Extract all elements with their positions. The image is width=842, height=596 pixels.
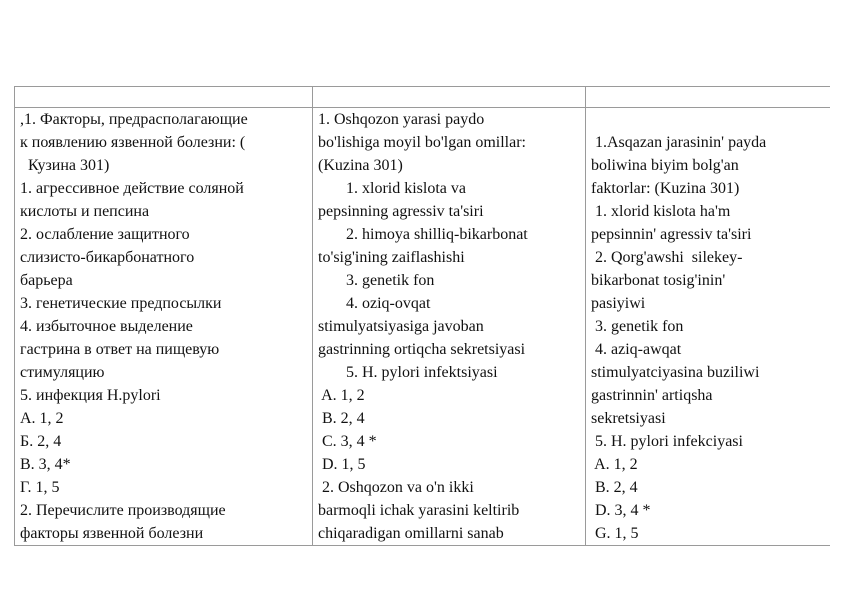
text-line: pepsinning agressiv ta'siri [318, 203, 484, 220]
uzbek-text [318, 108, 585, 545]
text-line: pasiyiwi [591, 295, 646, 312]
content-row [15, 108, 831, 546]
text-line: гастрина в ответ на пищевую [20, 341, 220, 358]
header-cell-karakalpak [586, 87, 831, 108]
text-line: 3. genetik fon [591, 318, 684, 335]
text-line: 4. aziq-awqat [591, 341, 682, 358]
header-cell-uzbek [313, 87, 586, 108]
text-line: Б. 2, 4 [20, 433, 62, 450]
text-line: А. 1, 2 [20, 410, 64, 427]
text-line: слизисто-бикарбонатного [20, 249, 195, 266]
text-line: bo'lishiga moyil bo'lgan omillar: [318, 134, 526, 151]
text-line: G. 1, 5 [591, 525, 639, 542]
text-line: 4. избыточное выделение [20, 318, 193, 335]
text-line: 1. xlorid kislota va [318, 180, 466, 197]
text-line: D. 3, 4 * [591, 502, 651, 519]
text-line: stimulyatsiyasiga javoban [318, 318, 484, 335]
text-line: 2. ослабление защитного [20, 226, 190, 243]
question-table [14, 86, 830, 546]
text-line: 2. himoya shilliq-bikarbonat [318, 226, 528, 243]
text-line: faktorlar: (Kuzina 301) [591, 180, 740, 197]
text-line: 2. Qorg'awshi silekey- [591, 249, 743, 266]
text-line: Г. 1, 5 [20, 479, 60, 496]
text-line: стимуляцию [20, 364, 105, 381]
header-row [15, 87, 831, 108]
document-page [14, 86, 830, 546]
text-line: A. 1, 2 [318, 387, 365, 404]
text-line: (Kuzina 301) [318, 157, 403, 174]
text-line: 3. genetik fon [318, 272, 435, 289]
text-line: pepsinnin' agressiv ta'siri [591, 226, 752, 243]
text-line: B. 2, 4 [318, 410, 365, 427]
text-line: sekretsiyasi [591, 410, 666, 427]
text-line: gastrinning ortiqcha sekretsiyasi [318, 341, 526, 358]
text-line: Кузина 301) [20, 157, 110, 174]
text-line: 1. Oshqozon yarasi paydo [318, 111, 485, 128]
text-line: stimulyatciyasina buziliwi [591, 364, 760, 381]
text-line: chiqaradigan omillarni sanab [318, 525, 504, 542]
text-line: 2. Oshqozon va o'n ikki [318, 479, 474, 496]
text-line: 1.Asqazan jarasinin' payda [591, 134, 767, 151]
text-line: 1. xlorid kislota ha'm [591, 203, 731, 220]
text-line: 2. Перечислите производящие [20, 502, 226, 519]
text-line: В. 3, 4* [20, 456, 71, 473]
text-line: D. 1, 5 [318, 456, 366, 473]
text-line: барьера [20, 272, 73, 289]
cell-karakalpak [586, 108, 831, 546]
russian-text [20, 108, 312, 545]
text-line: к появлению язвенной болезни: ( [20, 134, 246, 151]
text-line: ,1. Факторы, предрасполагающие [20, 111, 248, 128]
text-line: 1. агрессивное действие соляной [20, 180, 244, 197]
text-line: boliwina biyim bolg'an [591, 157, 739, 174]
text-line: A. 1, 2 [591, 456, 638, 473]
cell-uzbek [313, 108, 586, 546]
text-line: barmoqli ichak yarasini keltirib [318, 502, 520, 519]
text-line: bikarbonat tosig'inin' [591, 272, 726, 289]
text-line: 5. H. pylori infektsiyasi [318, 364, 498, 381]
header-cell-russian [15, 87, 313, 108]
text-line: 5. H. pylori infekciyasi [591, 433, 743, 450]
text-line: кислоты и пепсина [20, 203, 150, 220]
karakalpak-text [591, 108, 830, 545]
text-line: gastrinnin' artiqsha [591, 387, 713, 404]
text-line: 3. генетические предпосылки [20, 295, 222, 312]
cell-russian [15, 108, 313, 546]
text-line: C. 3, 4 * [318, 433, 377, 450]
text-line: 4. oziq-ovqat [318, 295, 431, 312]
text-line: to'sig'ining zaiflashishi [318, 249, 465, 266]
text-line: 5. инфекция H.pylori [20, 387, 161, 404]
text-line: B. 2, 4 [591, 479, 638, 496]
text-line: факторы язвенной болезни [20, 525, 204, 542]
